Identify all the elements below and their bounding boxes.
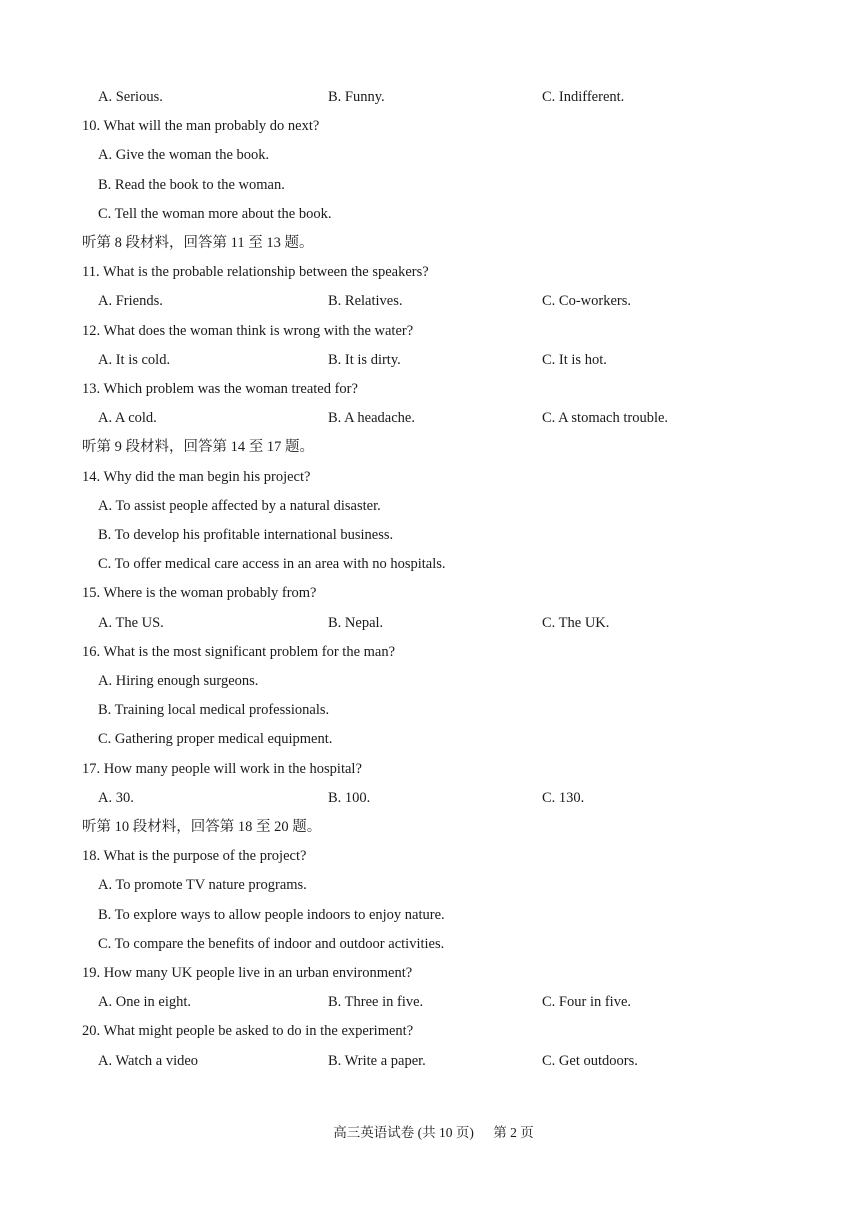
answer-option-c: C. It is hot. — [542, 352, 607, 368]
answer-option: A. To promote TV nature programs. — [98, 877, 307, 893]
section-instruction: 听第 8 段材料，回答第 11 至 13 题。 — [82, 235, 314, 251]
question-text: 19. How many UK people live in an urban environment? — [82, 965, 413, 981]
answer-option-c: C. Indifferent. — [542, 89, 625, 105]
answer-option: A. Give the woman the book. — [98, 147, 270, 163]
answer-option-b: B. Funny. — [328, 89, 385, 105]
answer-option-b: B. Relatives. — [328, 293, 403, 309]
section-instruction: 听第 9 段材料，回答第 14 至 17 题。 — [82, 439, 314, 455]
answer-option-b: B. A headache. — [328, 410, 415, 426]
answer-option-a: A. One in eight. — [98, 994, 192, 1010]
answer-option-a: A. A cold. — [98, 410, 157, 426]
answer-option-a: A. The US. — [98, 615, 164, 631]
answer-option: B. To develop his profitable international business. — [98, 527, 394, 543]
answer-option-b: B. Write a paper. — [328, 1053, 426, 1069]
answer-option-c: C. Four in five. — [542, 994, 632, 1010]
answer-option-b: B. 100. — [328, 790, 371, 806]
question-text: 13. Which problem was the woman treated for? — [82, 381, 358, 397]
question-text: 12. What does the woman think is wrong with the water? — [82, 323, 414, 339]
question-text: 17. How many people will work in the hospital? — [82, 761, 362, 777]
answer-option: C. To compare the benefits of indoor and outdoor activities. — [98, 936, 445, 952]
footer-exam-title: 高三英语试卷 (共 10 页) — [333, 1125, 474, 1140]
answer-option-c: C. The UK. — [542, 615, 610, 631]
answer-option-b: B. Three in five. — [328, 994, 424, 1010]
answer-option-c: C. Co-workers. — [542, 293, 632, 309]
answer-option: A. To assist people affected by a natural disaster. — [98, 498, 381, 514]
answer-option-a: A. It is cold. — [98, 352, 171, 368]
answer-option-a: A. 30. — [98, 790, 134, 806]
answer-option-a: A. Friends. — [98, 293, 163, 309]
answer-option-a: A. Serious. — [98, 89, 163, 105]
answer-option: B. Training local medical professionals. — [98, 702, 330, 718]
answer-option-b: B. It is dirty. — [328, 352, 401, 368]
answer-option: B. To explore ways to allow people indoors to enjoy nature. — [98, 907, 445, 923]
answer-option-c: C. 130. — [542, 790, 585, 806]
page-footer — [0, 1124, 867, 1142]
answer-option-a: A. Watch a video — [98, 1053, 199, 1069]
answer-option: B. Read the book to the woman. — [98, 177, 285, 193]
answer-option: C. Gathering proper medical equipment. — [98, 731, 333, 747]
question-text: 16. What is the most significant problem for the man? — [82, 644, 396, 660]
question-text: 11. What is the probable relationship between the speakers? — [82, 264, 429, 280]
section-instruction: 听第 10 段材料，回答第 18 至 20 题。 — [82, 819, 322, 835]
answer-option-c: C. Get outdoors. — [542, 1053, 638, 1069]
answer-option: A. Hiring enough surgeons. — [98, 673, 259, 689]
answer-option-b: B. Nepal. — [328, 615, 384, 631]
question-text: 18. What is the purpose of the project? — [82, 848, 307, 864]
answer-option: C. Tell the woman more about the book. — [98, 206, 332, 222]
question-text: 15. Where is the woman probably from? — [82, 585, 317, 601]
answer-option-c: C. A stomach trouble. — [542, 410, 669, 426]
question-text: 20. What might people be asked to do in the experiment? — [82, 1023, 414, 1039]
question-text: 14. Why did the man begin his project? — [82, 469, 311, 485]
question-text: 10. What will the man probably do next? — [82, 118, 320, 134]
footer-page-number: 第 2 页 — [493, 1125, 534, 1140]
answer-option: C. To offer medical care access in an area with no hospitals. — [98, 556, 446, 572]
